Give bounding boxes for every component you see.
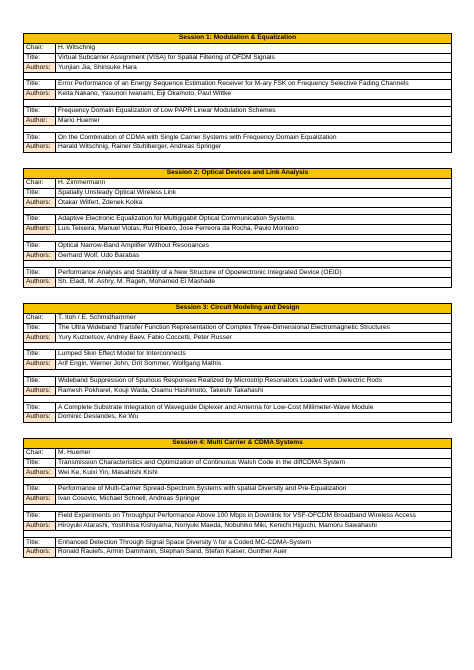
session-title: Session 4: Multi Carrier & CDMA Systems xyxy=(24,439,452,449)
authors-label: Authors: xyxy=(24,224,56,234)
session-title: Session 1: Modulation & Equalization xyxy=(24,34,452,44)
session-title: Session 2: Optical Devices and Link Analysis xyxy=(24,169,452,179)
chair-label: Chair: xyxy=(24,313,56,323)
spacer-row xyxy=(24,99,452,106)
spacer-row xyxy=(24,73,452,80)
title-label: Title: xyxy=(24,403,56,413)
paper-authors: Luis Teixeira, Manuel Violas, Rui Ribeiro, Jose Ferreora da Rocha, Paulo Monteiro xyxy=(56,224,452,234)
paper-title: Field Experiments on Throughput Performance Above 100 Mbps in Downlink for VSF-OFCDM Broadband Wireless Access xyxy=(56,511,452,521)
authors-label: Authors: xyxy=(24,386,56,396)
authors-label: Authors: xyxy=(24,413,56,423)
paper-title: A Complete Substrate Integration of Waveguide Diplexer and Antenna for Low-Cost Millimeter-Wave Module xyxy=(56,403,452,413)
title-label: Title: xyxy=(24,80,56,90)
chair-name: H. Witschnig xyxy=(56,43,452,53)
authors-label: Authors: xyxy=(24,521,56,531)
spacer-row xyxy=(24,208,452,215)
paper-title: Frequency Domain Equalization of Low PAPR Linear Modulation Schemes xyxy=(56,106,452,116)
paper-title: Transmission Characteristics and Optimization of Continuous Walsh Code in the diffCDMA System xyxy=(56,458,452,468)
spacer-row xyxy=(24,126,452,133)
paper-authors: Harald Witschnig, Rainer Stuhlberger, Andreas Springer xyxy=(56,143,452,153)
chair-label: Chair: xyxy=(24,448,56,458)
session-title: Session 3: Circuit Modeling and Design xyxy=(24,304,452,314)
paper-authors: Ronald Raulefs, Armin Dammann, Stephan Sand, Stefan Kaiser, Gunther Auer xyxy=(56,548,452,558)
paper-authors: Hiroyuki Atarashi, Yoshihisa Kishiyama, Noriyuki Maeda, Nobuhiko Miki, Kenichi Higuchi, Mamoru Sawahashi xyxy=(56,521,452,531)
session-table-2 xyxy=(23,168,452,288)
paper-authors: Sh. Eladl, M. Ashry, M. Rageh, Mohamed El Mashade xyxy=(56,278,452,288)
title-label: Title: xyxy=(24,106,56,116)
session-table-4 xyxy=(23,438,452,558)
authors-label: Authors: xyxy=(24,198,56,208)
paper-title: Performance Analysis and Stability of a New Structure of Opoelectronic Integrated Device (OEID) xyxy=(56,268,452,278)
authors-label: Authors: xyxy=(24,333,56,343)
title-label: Title: xyxy=(24,53,56,63)
authors-label: Authors: xyxy=(24,548,56,558)
authors-label: Authors: xyxy=(24,359,56,369)
chair-label: Chair: xyxy=(24,43,56,53)
chair-label: Chair: xyxy=(24,178,56,188)
paper-authors: Dominic Deslandes, Ke Wu xyxy=(56,413,452,423)
paper-authors: Keita Nakano, Yasunori Iwanami, Eiji Okamoto, Paul Wittke xyxy=(56,89,452,99)
title-label: Title: xyxy=(24,511,56,521)
paper-title: Error Performance of an Energy Sequence Estimation Receiver for M-ary FSK on Frequency Selective Fading Channels xyxy=(56,80,452,90)
spacer-row xyxy=(24,343,452,350)
spacer-row xyxy=(24,478,452,485)
authors-label: Authors: xyxy=(24,143,56,153)
paper-title: Virtual Subcarrier Assignment (VISA) for Spatial Filtering of OFDM Signals xyxy=(56,53,452,63)
title-label: Title: xyxy=(24,323,56,333)
authors-label: Authors: xyxy=(24,251,56,261)
paper-title: Spatially Unsteady Optical Wireless Link xyxy=(56,188,452,198)
paper-title: Adaptive Electronic Equalization for Multigigabit Optical Communication Systems xyxy=(56,215,452,225)
title-label: Title: xyxy=(24,215,56,225)
session-table-1 xyxy=(23,33,452,153)
title-label: Title: xyxy=(24,350,56,360)
title-label: Title: xyxy=(24,485,56,495)
chair-name: T. Itoh / E. Schmidhammer xyxy=(56,313,452,323)
paper-title: Performance of Multi-Carrier Spread-Spectrum Systems with spatial Diversity and Pre-Equalization xyxy=(56,485,452,495)
paper-authors: Ramesh Pokharel, Kouji Wada, Osamu Hashimoto, Takeshi Takahashi xyxy=(56,386,452,396)
authors-label: Authors: xyxy=(24,63,56,73)
title-label: Title: xyxy=(24,188,56,198)
paper-title: Wideband Suppression of Spurious Responses Realized by Microstrip Resonators Loaded with Dielectric Rods xyxy=(56,376,452,386)
paper-title: Optical Narrow-Band Amplifier Without Resonances xyxy=(56,241,452,251)
spacer-row xyxy=(24,396,452,403)
authors-label: Authors: xyxy=(24,494,56,504)
title-label: Title: xyxy=(24,376,56,386)
chair-name: M. Huemer xyxy=(56,448,452,458)
authors-label: Authors: xyxy=(24,468,56,478)
paper-authors: Arif Engin, Werner John, Grit Sommer, Wolfgang Mathis xyxy=(56,359,452,369)
paper-authors: Yunjian Jia, Shinsuke Hara xyxy=(56,63,452,73)
spacer-row xyxy=(24,369,452,376)
title-label: Title: xyxy=(24,458,56,468)
title-label: Title: xyxy=(24,538,56,548)
session-table-3 xyxy=(23,303,452,423)
paper-title: Lumped Skin Effect Model for Interconnects xyxy=(56,350,452,360)
spacer-row xyxy=(24,234,452,241)
title-label: Title: xyxy=(24,133,56,143)
spacer-row xyxy=(24,504,452,511)
paper-authors: Mario Huemer xyxy=(56,116,452,126)
chair-name: H. Zimmermann xyxy=(56,178,452,188)
paper-authors: Otakar Wilfert, Zdenek Kolka xyxy=(56,198,452,208)
paper-authors: Wei Ke, Kuixi Yin, Masahishi Kishi xyxy=(56,468,452,478)
title-label: Title: xyxy=(24,268,56,278)
paper-title: On the Combination of CDMA with Single Carrier Systems with Frequency Domain Equalization xyxy=(56,133,452,143)
paper-title: Enhanced Detection Through Signal Space Diversity \\ for a Coded MC-CDMA-System xyxy=(56,538,452,548)
title-label: Title: xyxy=(24,241,56,251)
authors-label: Authors: xyxy=(24,89,56,99)
paper-title: The Ultra Wideband Transfer Function Representation of Complex Three-Dimensional Electromagnetic Structures xyxy=(56,323,452,333)
paper-authors: Gerhard Wolf, Udo Barabas xyxy=(56,251,452,261)
authors-label: Author: xyxy=(24,116,56,126)
authors-label: Authors: xyxy=(24,278,56,288)
paper-authors: Yury Kuznetsov, Andrey Baev, Fabio Coccetti, Peter Russer xyxy=(56,333,452,343)
spacer-row xyxy=(24,531,452,538)
paper-authors: Ivan Cosovic, Michael Schnell, Andreas Springer xyxy=(56,494,452,504)
spacer-row xyxy=(24,261,452,268)
